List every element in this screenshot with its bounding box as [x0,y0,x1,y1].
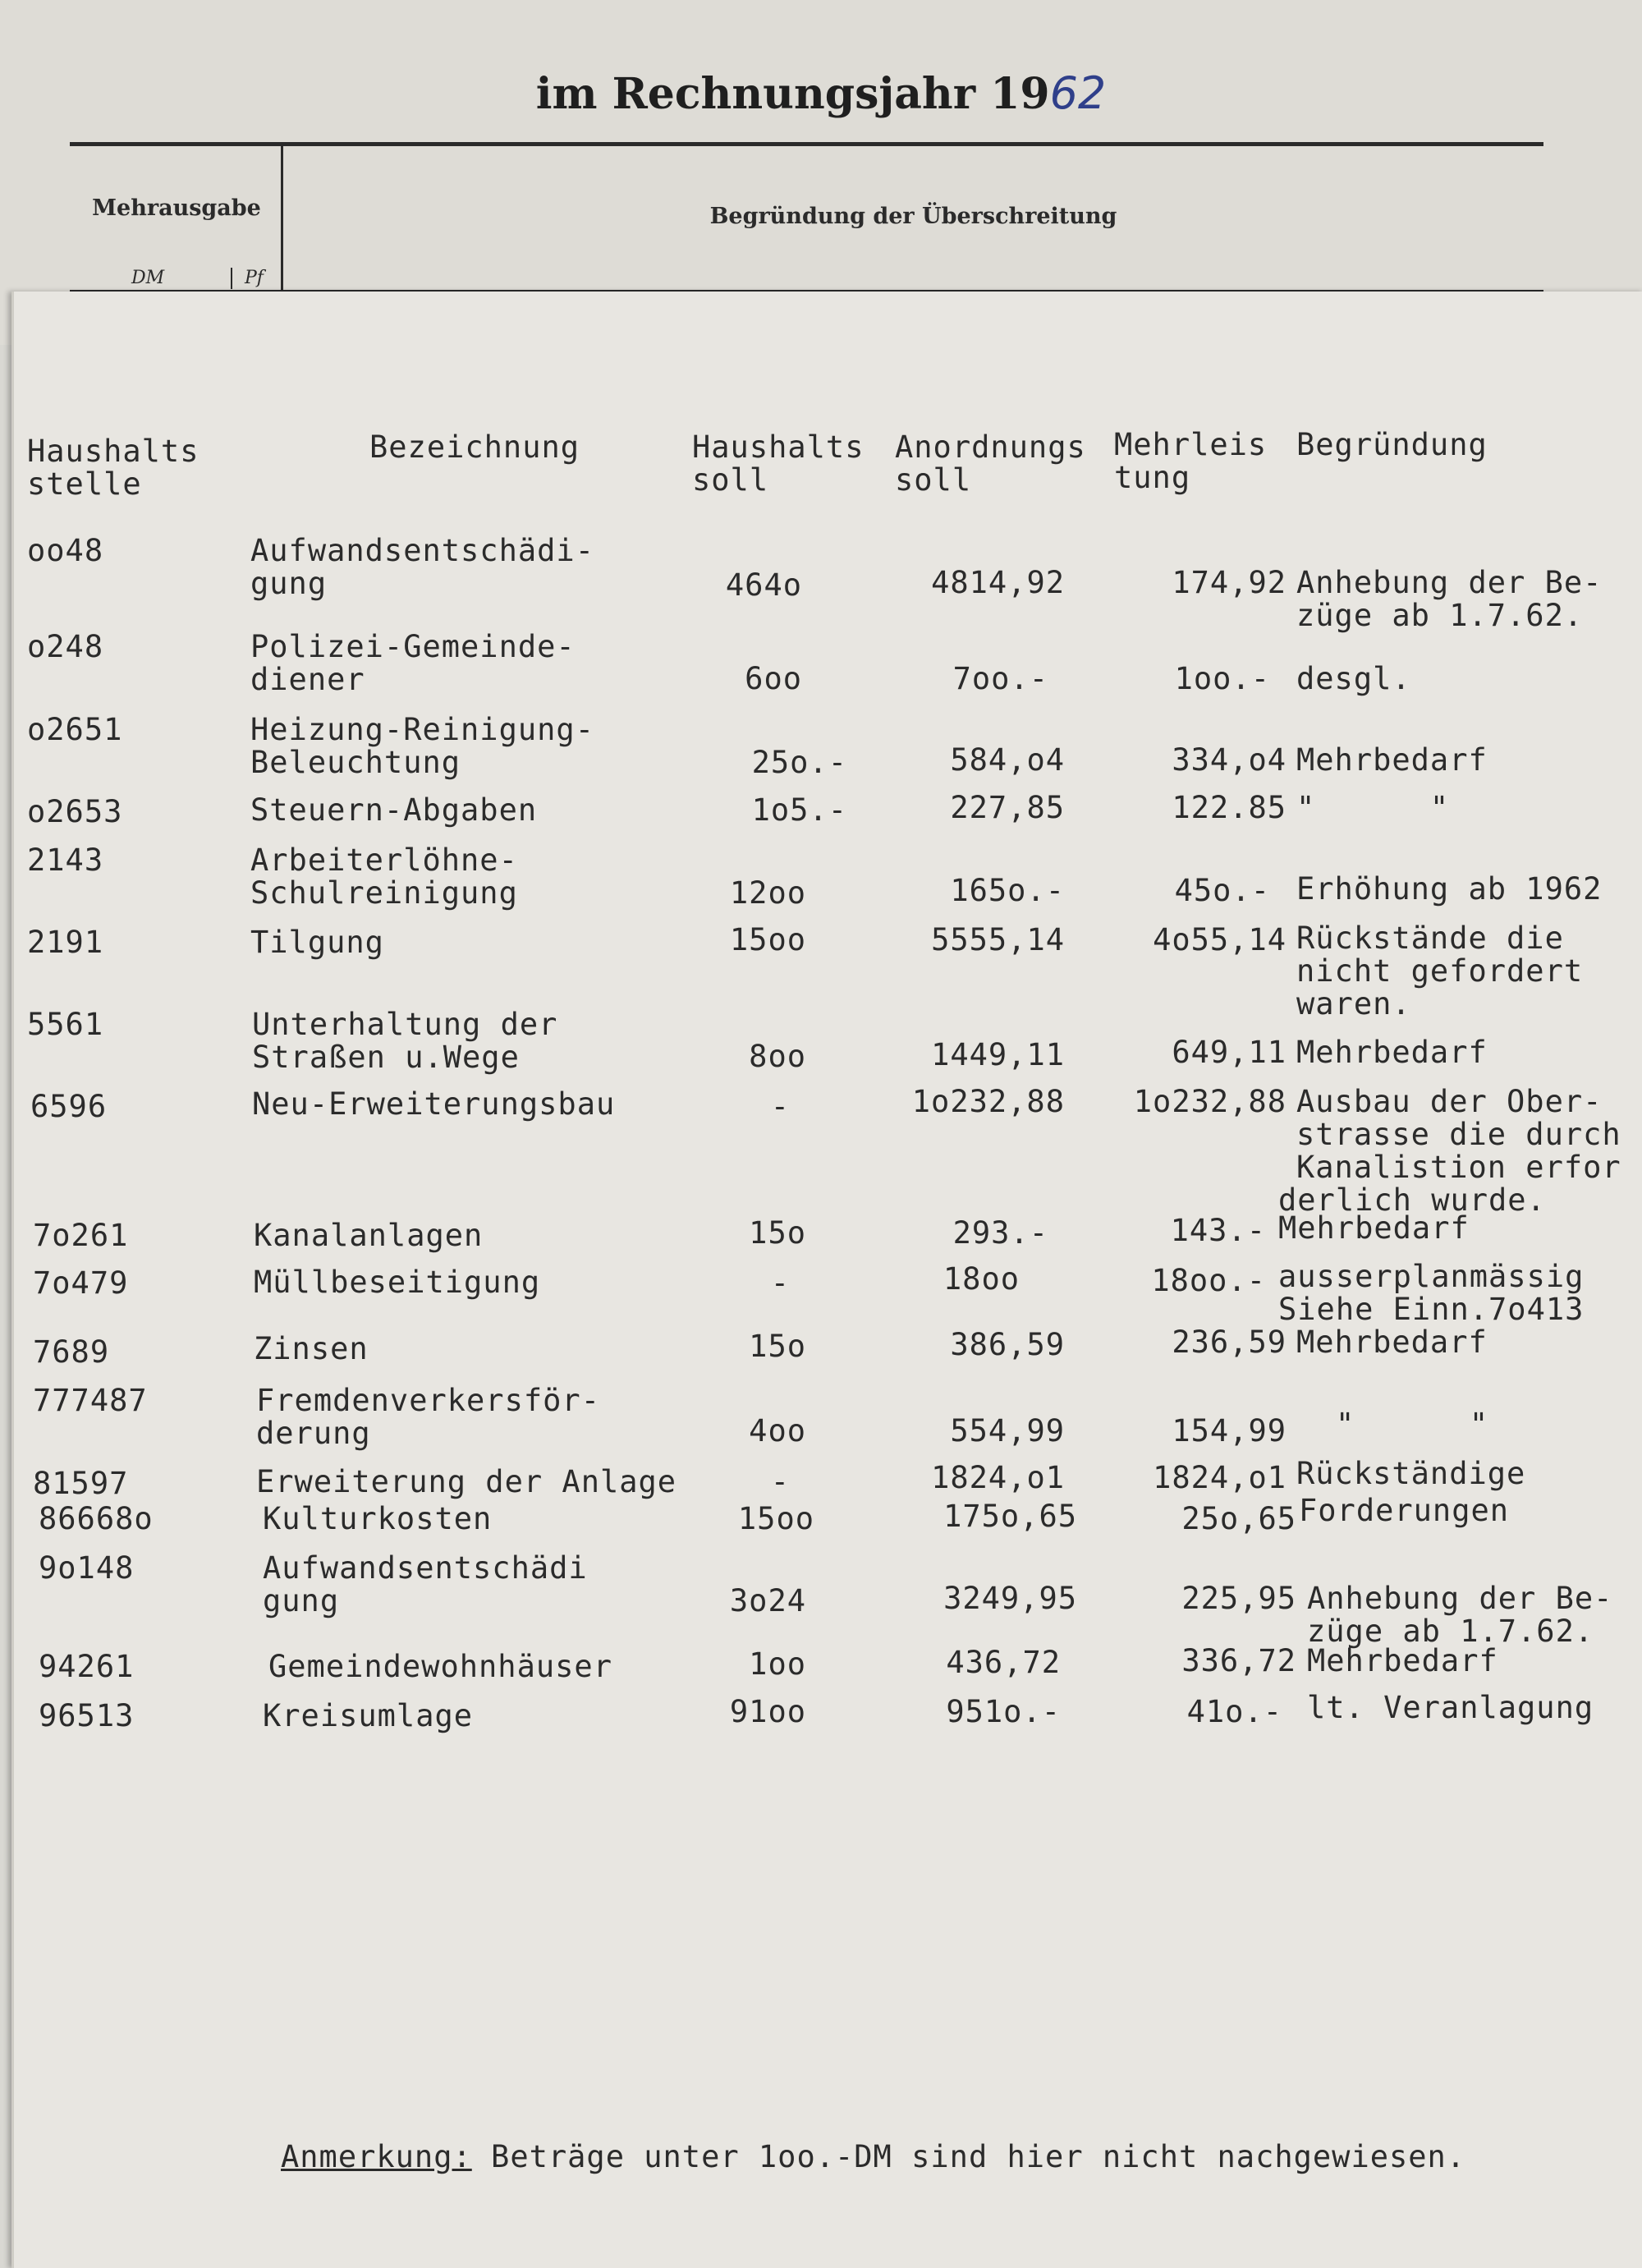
cell-stelle: oo48 [27,533,104,568]
cell-mehrleistung: 41o.- [1186,1694,1282,1729]
cell-bezeichnung: Müllbeseitigung [254,1265,541,1300]
cell-bezeichnung: Heizung-Reinigung- Beleuchtung [250,712,594,780]
cell-mehrleistung: 334,o4 [1172,742,1287,778]
cell-anordnungssoll: 293.- [952,1215,1048,1251]
cell-stelle: 86668o [39,1501,154,1536]
cell-mehrleistung: 336,72 [1181,1643,1296,1678]
cell-bezeichnung: Kreisumlage [263,1698,474,1733]
cell-begruendung: Mehrbedarf [1296,742,1488,778]
title-year-handwritten: 62 [1049,67,1107,119]
cell-anordnungssoll: 18oo [943,1261,1020,1297]
cell-mehrleistung: 225,95 [1181,1581,1296,1616]
cell-anordnungssoll: 4814,92 [931,565,1065,600]
cell-haushaltssoll: 6oo [745,661,802,696]
cell-mehrleistung: 174,92 [1172,565,1287,600]
cell-haushaltssoll: - [770,1464,790,1499]
cell-begruendung: Rückständige [1296,1456,1526,1491]
cell-begruendung: Forderungen [1299,1493,1510,1528]
cell-mehrleistung: 18oo.- [1151,1263,1266,1298]
cell-bezeichnung: Gemeindewohnhäuser [268,1649,612,1684]
cell-stelle: 6596 [30,1089,108,1124]
cell-haushaltssoll: 1o5.- [751,792,847,828]
cell-stelle: 5561 [27,1007,104,1042]
cell-haushaltssoll: - [770,1265,790,1301]
cell-anordnungssoll: 436,72 [946,1645,1061,1680]
cell-anordnungssoll: 3249,95 [943,1581,1077,1616]
cell-stelle: 777487 [33,1383,148,1418]
header-mehrleistung: Mehrleis tung [1114,427,1268,495]
cell-anordnungssoll: 951o.- [946,1694,1061,1729]
cell-anordnungssoll: 7oo.- [952,661,1048,696]
cell-mehrleistung: 1824,o1 [1153,1460,1287,1495]
cell-bezeichnung: Zinsen [254,1331,369,1366]
column-header-mehrausgabe: Mehrausgabe [92,195,261,221]
cell-stelle: 2191 [27,925,104,960]
cell-anordnungssoll: 1o232,88 [911,1084,1065,1119]
title-prefix: im Rechnungsjahr 19 [535,69,1050,119]
cell-begruendung: Mehrbedarf [1278,1210,1470,1246]
typed-sheet [11,292,1642,2268]
cell-haushaltssoll: 12oo [729,875,806,911]
cell-begruendung: Anhebung der Be- züge ab 1.7.62. [1296,565,1603,633]
cell-haushaltssoll: 4oo [749,1413,806,1448]
cell-anordnungssoll: 5555,14 [931,922,1065,957]
cell-bezeichnung: Tilgung [250,925,384,960]
cell-haushaltssoll: 25o.- [751,745,847,780]
cell-bezeichnung: Kanalanlagen [254,1218,484,1253]
header-begruendung: Begründung [1296,427,1488,462]
cell-anordnungssoll: 1824,o1 [931,1460,1065,1495]
cell-begruendung: Rückstände die nicht gefordert waren. [1296,921,1584,1022]
cell-haushaltssoll: 15o [749,1329,806,1364]
cell-anordnungssoll: 584,o4 [950,742,1065,778]
cell-mehrleistung: 154,99 [1172,1413,1287,1448]
header-rule-top [70,142,1543,146]
header-bezeichnung: Bezeichnung [369,429,580,465]
cell-stelle: 94261 [39,1649,135,1684]
cell-bezeichnung: Arbeiterlöhne- Schulreinigung [250,842,518,911]
cell-stelle: 7o479 [33,1265,129,1301]
cell-haushaltssoll: 8oo [749,1039,806,1074]
cell-stelle: 7o261 [33,1218,129,1253]
cell-stelle: o2651 [27,712,123,747]
cell-begruendung: lt. Veranlagung [1307,1690,1594,1725]
cell-bezeichnung: Aufwandsentschädi gung [263,1550,588,1618]
cell-bezeichnung: Aufwandsentschädi- gung [250,533,594,601]
unit-pf: Pf [245,268,264,288]
cell-mehrleistung: 1o232,88 [1133,1084,1287,1119]
cell-mehrleistung: 25o,65 [1181,1501,1296,1536]
cell-begruendung: Mehrbedarf [1296,1035,1488,1070]
cell-haushaltssoll: 15oo [737,1501,814,1536]
cell-bezeichnung: Kulturkosten [263,1501,493,1536]
cell-stelle: o248 [27,629,104,664]
cell-begruendung: Ausbau der Ober- strasse die durch Kanalistion erfor derlich wurde. [1278,1084,1621,1218]
cell-anordnungssoll: 554,99 [950,1413,1065,1448]
cell-stelle: 7689 [33,1334,110,1370]
cell-mehrleistung: 143.- [1170,1213,1266,1248]
cell-begruendung: desgl. [1296,661,1411,696]
header-anordnungssoll: Anordnungs soll [895,429,1086,498]
cell-begruendung: Mehrbedarf [1296,1325,1488,1360]
cell-stelle: 2143 [27,842,104,878]
cell-bezeichnung: Erweiterung der Anlage [256,1464,677,1499]
unit-dm: DM [131,268,165,288]
cell-haushaltssoll: - [770,1089,790,1124]
footnote-text: Beträge unter 1oo.-DM sind hier nicht nachgewiesen. [471,2139,1466,2174]
cell-begruendung: " " [1336,1407,1489,1442]
cell-begruendung: Erhöhung ab 1962 [1296,871,1603,907]
cell-stelle: 81597 [33,1466,129,1501]
cell-haushaltssoll: 1oo [749,1646,806,1682]
cell-anordnungssoll: 175o,65 [943,1499,1077,1534]
cell-stelle: o2653 [27,794,123,829]
cell-bezeichnung: Steuern-Abgaben [250,792,538,828]
cell-begruendung: ausserplanmässig Siehe Einn.7o413 [1278,1259,1585,1327]
cell-mehrleistung: 122.85 [1172,790,1287,825]
cell-anordnungssoll: 1449,11 [931,1037,1065,1072]
cell-mehrleistung: 4o55,14 [1153,922,1287,957]
cell-haushaltssoll: 15oo [729,922,806,957]
cell-anordnungssoll: 165o.- [950,873,1065,908]
cell-bezeichnung: Fremdenverkersför- derung [256,1383,600,1451]
cell-mehrleistung: 1oo.- [1174,661,1270,696]
cell-anordnungssoll: 386,59 [950,1327,1065,1362]
cell-bezeichnung: Polizei-Gemeinde- diener [250,629,576,697]
cell-haushaltssoll: 3o24 [729,1583,806,1618]
cell-stelle: 9o148 [39,1550,135,1586]
cell-haushaltssoll: 15o [749,1215,806,1251]
cell-anordnungssoll: 227,85 [950,790,1065,825]
cell-begruendung: Anhebung der Be- züge ab 1.7.62. [1307,1581,1613,1649]
cell-bezeichnung: Unterhaltung der Straßen u.Wege [252,1007,558,1075]
footnote-label: Anmerkung: [281,2139,472,2174]
cell-mehrleistung: 45o.- [1174,873,1270,908]
cell-bezeichnung: Neu-Erweiterungsbau [252,1086,616,1122]
column-header-begruendung-ueberschreitung: Begründung der Überschreitung [709,204,1117,229]
cell-begruendung: Mehrbedarf [1307,1643,1498,1678]
footnote [281,2139,1465,2174]
cell-mehrleistung: 649,11 [1172,1035,1287,1070]
cell-mehrleistung: 236,59 [1172,1325,1287,1360]
unit-separator [231,268,232,289]
cell-haushaltssoll: 91oo [729,1694,806,1729]
page-title [0,67,1642,119]
cell-begruendung: " " [1296,790,1450,825]
cell-haushaltssoll: 464o [725,567,802,603]
header-haushaltssoll: Haushalts soll [692,429,865,498]
cell-stelle: 96513 [39,1698,135,1733]
header-haushaltsstelle: Haushalts stelle [27,434,200,502]
